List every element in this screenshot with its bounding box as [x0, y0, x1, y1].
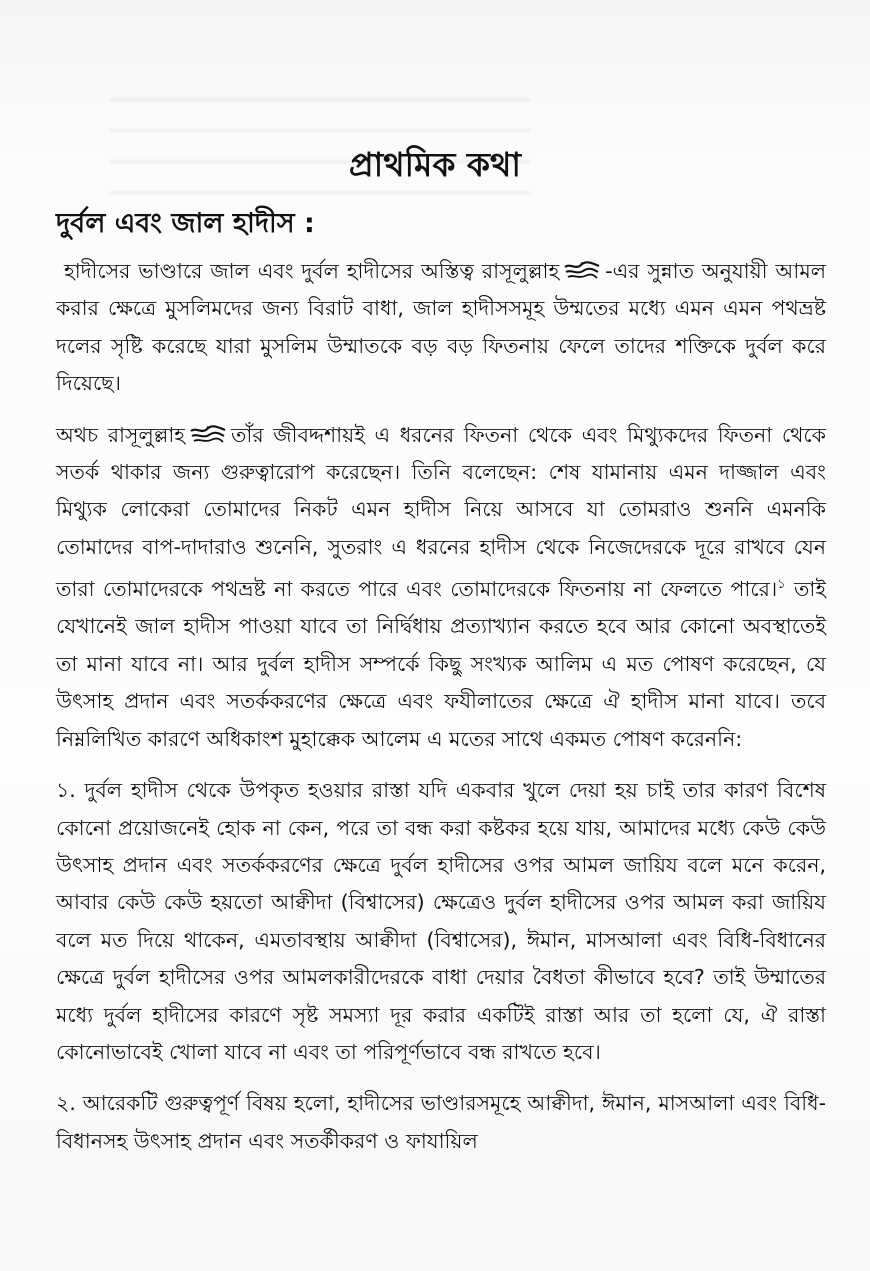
paragraph-2-text-a: অথচ রাসূলুল্লাহ [56, 422, 186, 447]
paragraph-2 [56, 417, 826, 758]
paragraph-1-text-b: -এর সুন্নাত অনুযায়ী আমল করার ক্ষেত্রে মুসলিমদের জন্য বিরাট বাধা, জাল হাদীসসমূহ উম্মতের মধ্যে এমন এমন পথভ্রষ্ট দলের সৃষ্টি করেছে যারা মুসলিম উম্মাতকে বড় বড় ফিতনায় ফেলে তাদের শক্তিকে দুর্বল করে দিয়েছে। [56, 259, 826, 396]
paragraph-2-text-c: তাই যেখানেই জাল হাদীস পাওয়া যাবে তা নির্দ্বিধায় প্রত্যাখ্যান করতে হবে আর কোনো অবস্থাতেই তা মানা যাবে না। আর দুর্বল হাদীস সম্পর্কে কিছু সংখ্যক আলিম এ মত পোষণ করেছেন, যে উৎসাহ প্রদান এবং সতর্ককরণের ক্ষেত্রে এবং ফযীলাতের ক্ষেত্রে ঐ হাদীস মানা যাবে। তবে নিম্নলিখিত কারণে অধিকাংশ মুহাক্কেক আলেম এ মতের সাথে একমত পোষণ করেননি: [56, 577, 826, 751]
calligraphy-salutation-icon [562, 261, 602, 281]
calligraphy-salutation-icon [188, 425, 228, 445]
paragraph-2-text-b: তাঁর জীবদ্দশায়ই এ ধরনের ফিতনা থেকে এবং মিথ্যুকদের ফিতনা থেকে সতর্ক থাকার জন্য গুরুত্বারোপ করেছেন। তিনি বলেছেন: শেষ যামানায় এমন দাজ্জাল এবং মিথ্যুক লোকেরা তোমাদের নিকট এমন হাদীস নিয়ে আসবে যা তোমরাও শুননি এমনকি তোমাদের বাপ-দাদারাও শুনেনি, সুতরাং এ ধরনের হাদীস থেকে নিজেদেরকে দূরে রাখবে যেন তারা তোমাদেরকে পথভ্রষ্ট না করতে পারে এবং তোমাদেরকে ফিতনায় না ফেলতে পারে। [56, 422, 826, 602]
paragraph-3: ১. দুর্বল হাদীস থেকে উপকৃত হওয়ার রাস্তা যদি একবার খুলে দেয়া হয় চাই তার কারণ বিশেষ কোনো প্রয়োজনেই হোক না কেন, পরে তা বন্ধ করা কষ্টকর হয়ে যায়, আমাদের মধ্যে কেউ কেউ উৎসাহ প্রদান এবং সতর্ককরণের ক্ষেত্রে দুর্বল হাদীসের ওপর আমল জায়িয বলে মনে করেন, আবার কেউ কেউ হয়তো আক্বীদা (বিশ্বাসের) ক্ষেত্রেও দুর্বল হাদীসের ওপর আমল করা জায়িয বলে মত দিয়ে থাকেন, এমতাবস্থায় আক্বীদা (বিশ্বাসের), ঈমান, মাসআলা এবং বিধি-বিধানের ক্ষেত্রে দুর্বল হাদীসের ওপর আমলকারীদেরকে বাধা দেয়ার বৈধতা কীভাবে হবে? তাই উম্মাতের মধ্যে দুর্বল হাদীসের কারণে সৃষ্ট সমস্যা দূর করার একটিই রাস্তা আর তা হলো যে, ঐ রাস্তা কোনোভাবেই খোলা যাবে না এবং তা পরিপূর্ণভাবে বন্ধ রাখতে হবে। [56, 778, 826, 1064]
section-heading: দুর্বল এবং জাল হাদীস : [56, 208, 315, 239]
paragraph-4: ২. আরেকটি গুরুত্বপূর্ণ বিষয় হলো, হাদীসের ভাণ্ডারসমূহে আক্বীদা, ঈমান, মাসআলা এবং বিধি-বিধানসহ উৎসাহ প্রদান এবং সতর্কীকরণ ও ফাযায়িল [56, 1091, 826, 1153]
paragraph-1 [56, 253, 826, 403]
body-text [56, 253, 826, 1174]
paragraph-1-text-a: হাদীসের ভাণ্ডারে জাল এবং দুর্বল হাদীসের অস্তিত্ব রাসূলুল্লাহ [64, 259, 560, 283]
footnote-marker: ১ [777, 577, 786, 593]
page-title: প্রাথমিক কথা [349, 145, 521, 184]
